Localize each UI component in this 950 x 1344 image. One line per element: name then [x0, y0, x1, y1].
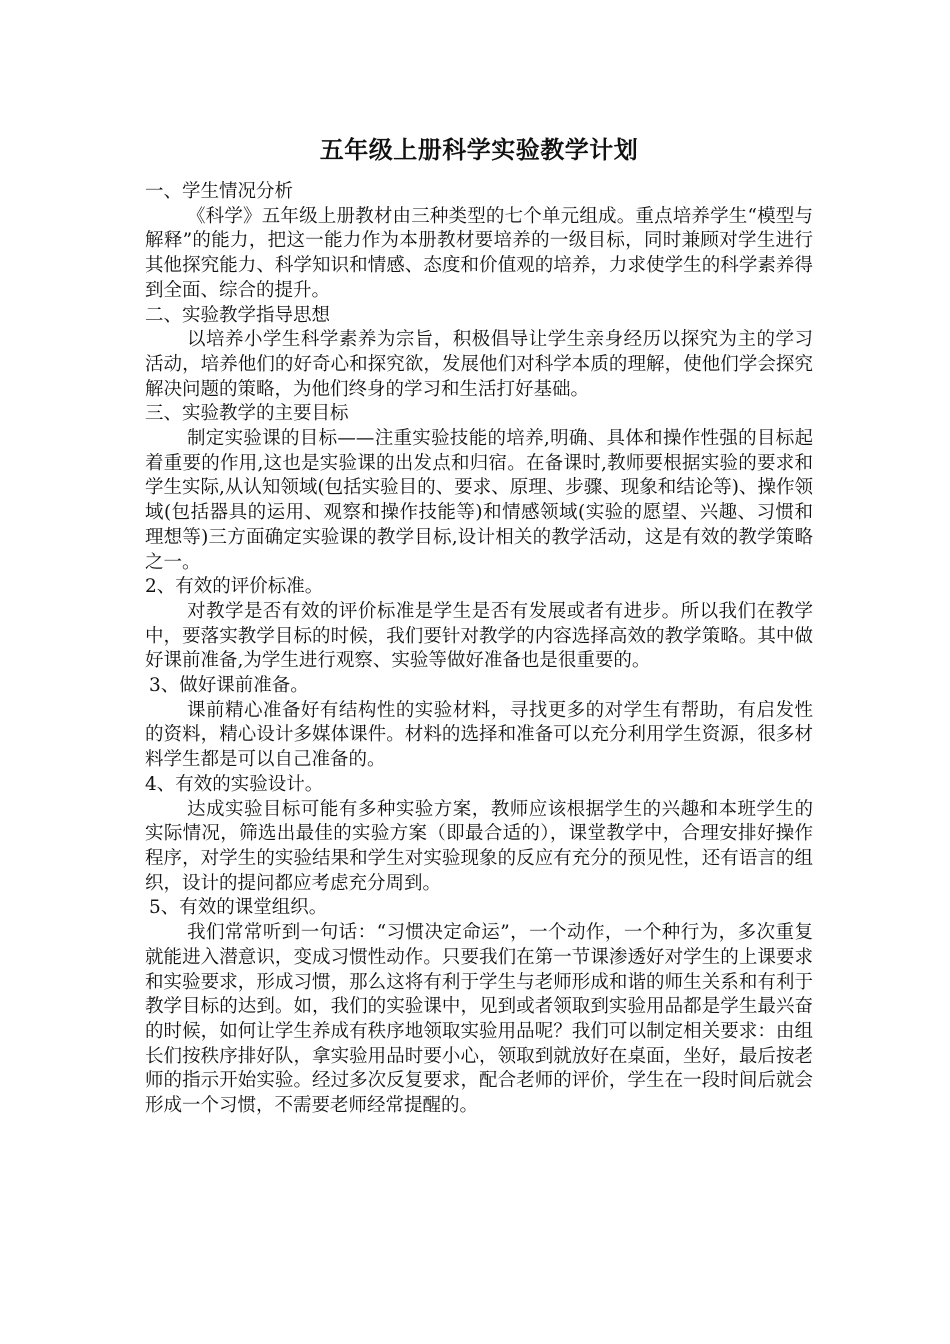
section-evaluation-standard [145, 575, 813, 674]
section-paragraph: 课前精心准备好有结构性的实验材料，寻找更多的对学生有帮助，有启发性的资料，精心设计多媒体课件。材料的选择和准备可以充分利用学生资源，很多材料学生都是可以自己准备的。 [145, 699, 813, 771]
section-paragraph: 制定实验课的目标——注重实验技能的培养,明确、具体和操作性强的目标起着重要的作用,这也是实验课的出发点和归宿。在备课时,教师要根据实验的要求和学生实际,从认知领域(包括实验目的、要求、原理、步骤、现象和结论等)、操作领域(包括器具的运用、观察和操作技能等)和情感领域(实验的愿望、兴趣、习惯和理想等)三方面确定实验课的教学目标,设计相关的教学活动，这是有效的教学策略之一。 [145, 428, 813, 573]
section-heading: 一、学生情况分析 [145, 181, 294, 202]
section-lesson-preparation [145, 674, 813, 773]
section-classroom-organization [145, 896, 813, 1118]
section-heading: 5、有效的课堂组织。 [149, 897, 328, 919]
section-student-analysis [145, 180, 813, 304]
section-experiment-design [145, 773, 813, 897]
section-heading: 2、有效的评价标准。 [145, 576, 324, 598]
section-paragraph: 对教学是否有效的评价标准是学生是否有发展或者有进步。所以我们在教学中，要落实教学目标的时候，我们要针对教学的内容选择高效的教学策略。其中做好课前准备,为学生进行观察、实验等做好准备也是很重要的。 [145, 600, 813, 672]
section-main-goals [145, 402, 813, 575]
section-paragraph: 《科学》五年级上册教材由三种类型的七个单元组成。重点培养学生“模型与解释”的能力，把这一能力作为本册教材要培养的一级目标，同时兼顾对学生进行其他探究能力、科学知识和情感、态度和价值观的培养，力求使学生的科学素养得到全面、综合的提升。 [145, 205, 813, 301]
document-title: 五年级上册科学实验教学计划 [319, 135, 639, 164]
section-paragraph: 达成实验目标可能有多种实验方案，教师应该根据学生的兴趣和本班学生的实际情况，筛选出最佳的实验方案（即最合适的），课堂教学中，合理安排好操作程序，对学生的实验结果和学生对实验现象的反应有充分的预见性，还有语言的组织，设计的提问都应考虑充分周到。 [145, 798, 813, 894]
section-paragraph: 我们常常听到一句话：“习惯决定命运”，一个动作，一个种行为，多次重复就能进入潜意识，变成习惯性动作。只要我们在第一节课渗透好对学生的上课要求和实验要求，形成习惯，那么这将有利于学生与老师形成和谐的师生关系和有利于教学目标的达到。如，我们的实验课中，见到或者领取到实验用品都是学生最兴奋的时候，如何让学生养成有秩序地领取实验用品呢？我们可以制定相关要求：由组长们按秩序排好队，拿实验用品时要小心，领取到就放好在桌面，坐好，最后按老师的指示开始实验。经过多次反复要求，配合老师的评价，学生在一段时间后就会形成一个习惯，不需要老师经常提醒的。 [145, 922, 813, 1117]
section-guiding-ideology [145, 304, 813, 403]
section-heading: 3、做好课前准备。 [149, 675, 309, 697]
section-heading: 4、有效的实验设计。 [145, 773, 324, 795]
document-page [145, 130, 813, 1119]
section-heading: 二、实验教学指导思想 [145, 304, 331, 326]
section-paragraph: 以培养小学生科学素养为宗旨，积极倡导让学生亲身经历以探究为主的学习活动，培养他们的好奇心和探究欲，发展他们对科学本质的理解，使他们学会探究解决问题的策略，为他们终身的学习和生活打好基础。 [145, 329, 813, 400]
section-heading: 三、实验教学的主要目标 [145, 403, 349, 425]
